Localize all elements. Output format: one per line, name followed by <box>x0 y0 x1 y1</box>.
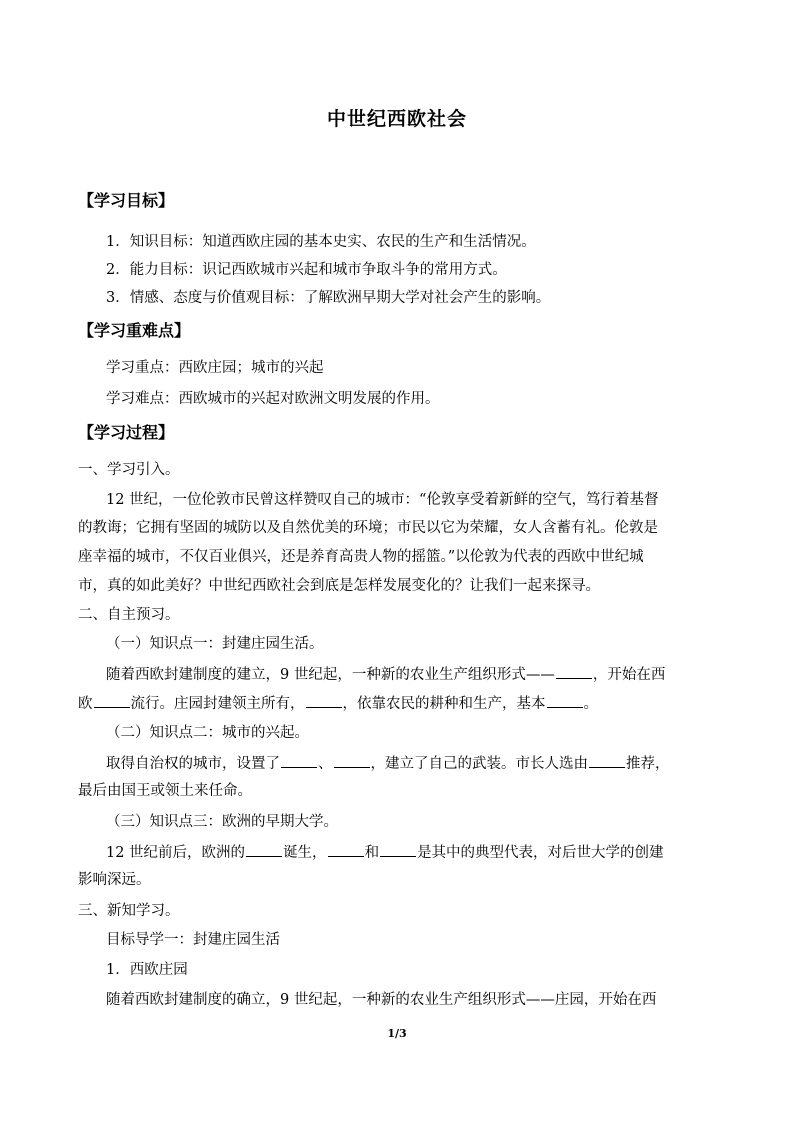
text: 随着西欧封建制度的建立，9 世纪起，一种新的农业生产组织形式—— <box>106 667 555 683</box>
text: ，依靠农民的耕种和生产，基本 <box>342 696 546 712</box>
text: 是其中的典型代表，对后世大学的创建 <box>417 845 664 861</box>
text: ，开始在西 <box>592 667 666 683</box>
fill-blank[interactable] <box>94 693 130 708</box>
knowledge-1-title: （一）知识点一：封建庄园生活。 <box>106 636 324 652</box>
knowledge-3-title: （三）知识点三：欧洲的早期大学。 <box>106 814 338 830</box>
intro-line: 座幸福的城市，不仅百业俱兴，还是养育高贵人物的摇篮。”以伦敦为代表的西欧中世纪城 <box>78 549 644 565</box>
preview-title: 二、自主预习。 <box>78 607 180 623</box>
text: ，建立了自己的武装。市长人选由 <box>370 756 588 772</box>
fill-blank[interactable] <box>246 842 282 857</box>
new-learning-title: 三、新知学习。 <box>78 903 180 919</box>
knowledge-2-line-1 <box>106 753 670 774</box>
fill-blank[interactable] <box>306 693 342 708</box>
knowledge-2-line-2: 最后由国王或领土来任命。 <box>78 783 252 799</box>
page-title: 中世纪西欧社会 <box>326 108 467 130</box>
knowledge-1-line-2 <box>78 693 598 714</box>
intro-line: 的教诲；它拥有坚固的城防以及自然优美的环境；市民以它为荣耀，女人含蓄有礼。伦敦是 <box>78 520 658 536</box>
objective-item: 1．知识目标：知道西欧庄园的基本史实、农民的生产和生活情况。 <box>106 234 536 250</box>
objective-item: 3．情感、态度与价值观目标：了解欧洲早期大学对社会产生的影响。 <box>106 290 551 306</box>
text: 和 <box>364 845 380 861</box>
fill-blank[interactable] <box>328 842 364 857</box>
key-difficulty: 学习难点：西欧城市的兴起对欧洲文明发展的作用。 <box>106 391 440 407</box>
key-focus: 学习重点：西欧庄园；城市的兴起 <box>106 360 324 376</box>
knowledge-1-line-1 <box>106 664 665 685</box>
text: 。 <box>583 696 598 712</box>
fill-blank[interactable] <box>547 693 583 708</box>
knowledge-3-line-1 <box>106 842 664 863</box>
text: 欧 <box>78 696 93 712</box>
fill-blank[interactable] <box>281 753 317 768</box>
text: 、 <box>318 756 333 772</box>
knowledge-3-line-2: 影响深远。 <box>78 872 151 888</box>
process-heading: 【学习过程】 <box>78 423 175 442</box>
page-number: 1/3 <box>387 1027 407 1040</box>
objective-item: 2．能力目标：识记西欧城市兴起和城市争取斗争的常用方式。 <box>106 262 507 278</box>
text: 诞生， <box>283 845 327 861</box>
fill-blank[interactable] <box>380 842 416 857</box>
intro-title: 一、学习引入。 <box>78 462 180 478</box>
fill-blank[interactable] <box>334 753 370 768</box>
objectives-heading: 【学习目标】 <box>78 191 175 210</box>
key-points-heading: 【学习重难点】 <box>78 321 191 340</box>
knowledge-2-title: （二）知识点二：城市的兴起。 <box>106 725 309 741</box>
text: 流行。庄园封建领主所有， <box>130 696 305 712</box>
manor-line: 随着西欧封建制度的确立，9 世纪起，一种新的农业生产组织形式——庄园，开始在西 <box>106 992 657 1008</box>
goal-1-title: 目标导学一：封建庄园生活 <box>106 932 280 948</box>
intro-line: 市，真的如此美好？中世纪西欧社会到底是怎样发展变化的？让我们一起来探寻。 <box>78 578 600 594</box>
text: 推荐， <box>626 756 670 772</box>
text: 12 世纪前后，欧洲的 <box>106 845 246 861</box>
fill-blank[interactable] <box>556 664 592 679</box>
manor-title: 1．西欧庄园 <box>106 962 188 978</box>
fill-blank[interactable] <box>589 753 625 768</box>
text: 取得自治权的城市，设置了 <box>106 756 280 772</box>
intro-line: 12 世纪，一位伦敦市民曾这样赞叹自己的城市：“伦敦享受着新鲜的空气，笃行着基督 <box>106 492 659 508</box>
